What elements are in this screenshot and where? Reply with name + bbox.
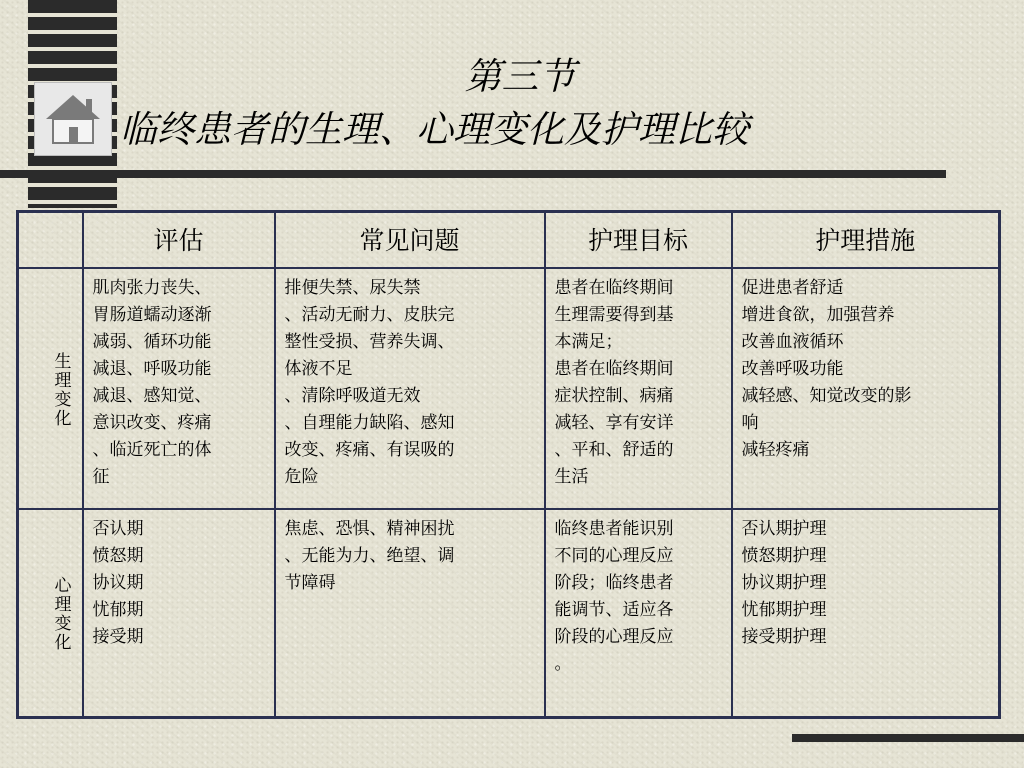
title-line-1: 第三节 bbox=[464, 55, 576, 98]
table-row-psychological bbox=[18, 509, 1000, 718]
row-label-physiological: 生理变化 bbox=[18, 268, 83, 509]
table-cell: 焦虑、恐惧、精神困扰 、无能为力、绝望、调 节障碍 bbox=[275, 509, 545, 718]
divider-bottom bbox=[792, 734, 1024, 742]
row-label-psychological: 心理变化 bbox=[18, 509, 83, 718]
table-header-corner bbox=[18, 212, 83, 269]
table-cell: 促进患者舒适 增进食欲，加强营养 改善血液循环 改善呼吸功能 减轻感、知觉改变的影 响 减轻疼痛 bbox=[732, 268, 1000, 509]
comparison-table bbox=[16, 210, 1001, 719]
table-row-physiological bbox=[18, 268, 1000, 509]
table-cell: 排便失禁、尿失禁 、活动无耐力、皮肤完 整性受损、营养失调、 体液不足 、清除呼吸道无效 、自理能力缺陷、感知 改变、疼痛、有误吸的 危险 bbox=[275, 268, 545, 509]
table-cell: 患者在临终期间 生理需要得到基 本满足； 患者在临终期间 症状控制、病痛 减轻、享有安详 、平和、舒适的 生活 bbox=[545, 268, 732, 509]
divider-top bbox=[0, 170, 946, 178]
table-header-common-problems: 常见问题 bbox=[275, 212, 545, 269]
table-cell: 否认期护理 愤怒期护理 协议期护理 忧郁期护理 接受期护理 bbox=[732, 509, 1000, 718]
slide-title bbox=[120, 50, 920, 156]
title-line-2: 临终患者的生理、心理变化及护理比较 bbox=[120, 108, 749, 151]
home-icon bbox=[42, 91, 104, 147]
table-cell: 否认期 愤怒期 协议期 忧郁期 接受期 bbox=[83, 509, 275, 718]
table-cell: 肌肉张力丧失、 胃肠道蠕动逐渐 减弱、循环功能 减退、呼吸功能 减退、感知觉、 意识改变、疼痛 、临近死亡的体 征 bbox=[83, 268, 275, 509]
home-button[interactable] bbox=[34, 82, 112, 156]
table-header-nursing-goals: 护理目标 bbox=[545, 212, 732, 269]
table-header-row bbox=[18, 212, 1000, 269]
table-header-assessment: 评估 bbox=[83, 212, 275, 269]
table-cell: 临终患者能识别 不同的心理反应 阶段；临终患者 能调节、适应各 阶段的心理反应 。 bbox=[545, 509, 732, 718]
table-header-nursing-measures: 护理措施 bbox=[732, 212, 1000, 269]
